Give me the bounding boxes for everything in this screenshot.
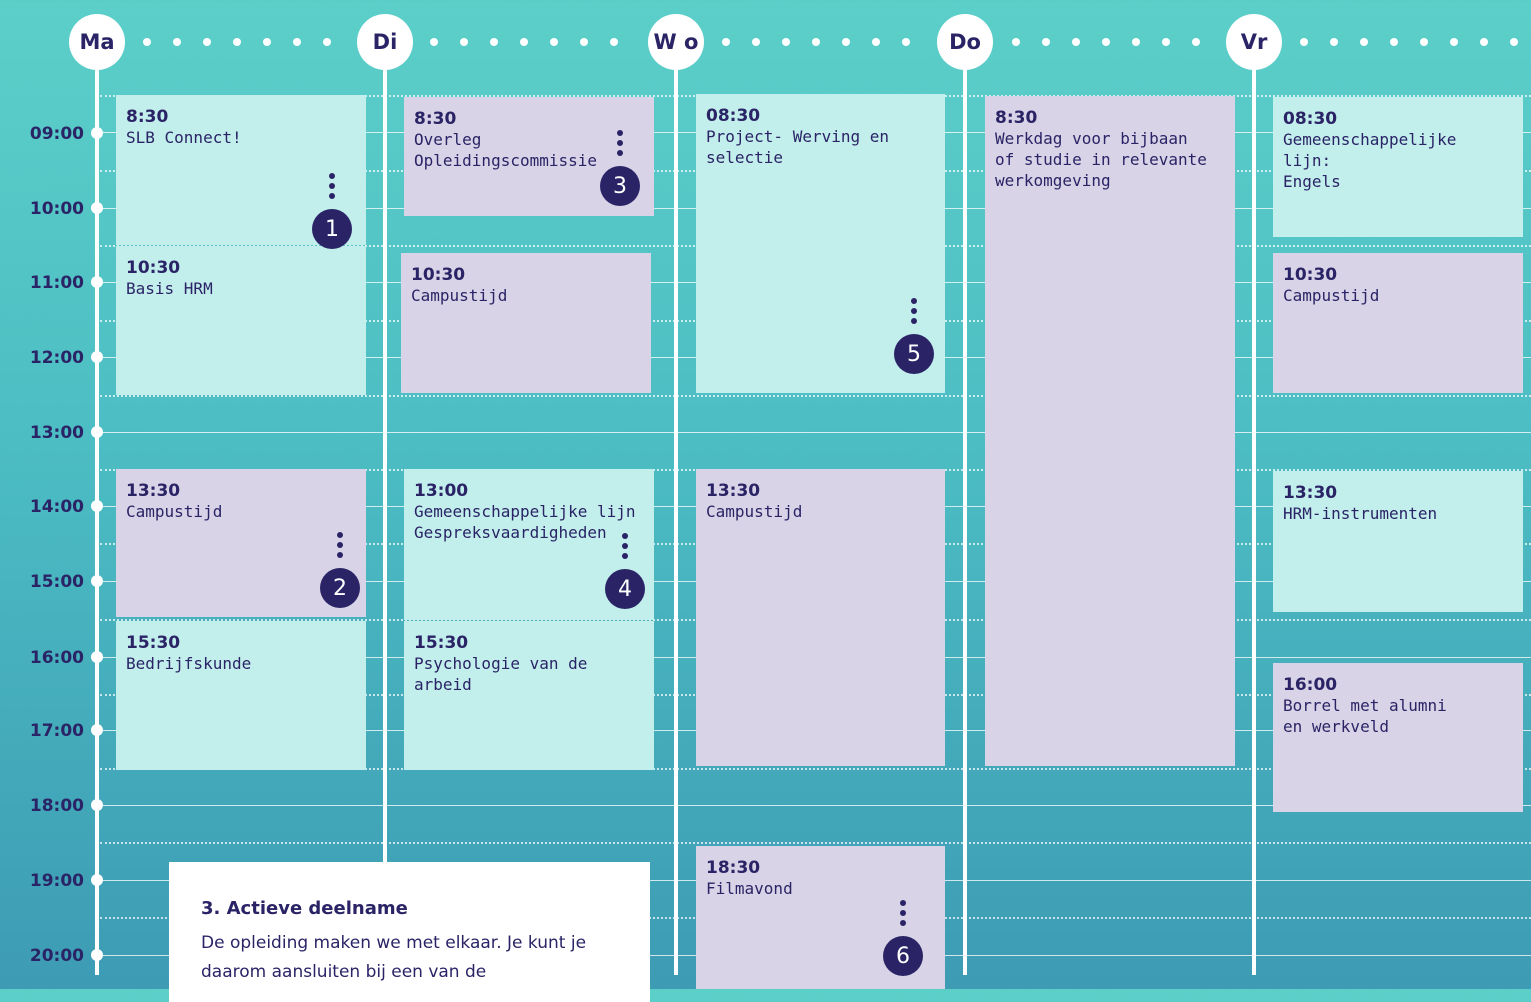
event-time: 18:30: [706, 858, 761, 878]
marker-dot: [622, 533, 628, 539]
day-header-di[interactable]: Di: [357, 14, 413, 70]
event-card[interactable]: [1273, 471, 1523, 612]
header-dot: [520, 38, 528, 46]
event-time: 10:30: [126, 258, 181, 278]
event-card[interactable]: [1273, 663, 1523, 812]
info-title: 3. Actieve deelname: [201, 898, 408, 919]
event-time: 15:30: [414, 633, 469, 653]
header-dot: [430, 38, 438, 46]
event-card[interactable]: [116, 246, 366, 395]
header-dot: [1012, 38, 1020, 46]
day-header-wo[interactable]: W o: [648, 14, 704, 70]
marker-dot: [622, 553, 628, 559]
marker-dot: [622, 543, 628, 549]
event-title: Werkdag voor bijbaan of studie in relevante werkomgeving: [995, 129, 1207, 190]
marker-6[interactable]: [883, 900, 923, 980]
event-time: 13:30: [706, 481, 761, 501]
event-title: Bedrijfskunde: [126, 654, 252, 673]
marker-dot: [337, 542, 343, 548]
event-time: 8:30: [126, 107, 169, 127]
event-title: SLB Connect!: [126, 128, 242, 147]
grid-line: [100, 432, 1531, 433]
event-time: 16:00: [1283, 675, 1338, 695]
header-dot: [143, 38, 151, 46]
event-title: Psychologie van de arbeid: [414, 654, 588, 694]
time-label: 18:00: [29, 796, 84, 816]
header-dot: [460, 38, 468, 46]
event-title: Filmavond: [706, 879, 793, 898]
time-dot: [91, 276, 103, 288]
event-title: Overleg Opleidingscommissie: [414, 130, 598, 170]
header-dot: [233, 38, 241, 46]
header-dot: [203, 38, 211, 46]
marker-dot: [900, 920, 906, 926]
day-line-vr: [1252, 70, 1256, 975]
marker-4[interactable]: [605, 533, 645, 613]
info-card: [169, 862, 650, 1002]
marker-dot: [329, 173, 335, 179]
day-header-do[interactable]: Do: [937, 14, 993, 70]
time-dot: [91, 426, 103, 438]
time-label: 15:00: [29, 572, 84, 592]
event-card[interactable]: [1273, 97, 1523, 237]
time-dot: [91, 799, 103, 811]
header-dot: [1420, 38, 1428, 46]
event-title: Gemeenschappelijke lijn: Engels: [1283, 130, 1457, 191]
marker-dot: [337, 532, 343, 538]
header-dot: [1360, 38, 1368, 46]
day-header-ma[interactable]: Ma: [69, 14, 125, 70]
marker-dot: [617, 150, 623, 156]
event-title: Campustijd: [706, 502, 803, 521]
header-dot: [902, 38, 910, 46]
time-label: 14:00: [29, 497, 84, 517]
marker-3[interactable]: [600, 130, 640, 210]
event-time: 8:30: [414, 109, 457, 129]
marker-dot: [337, 552, 343, 558]
header-dot: [1450, 38, 1458, 46]
header-dot: [1330, 38, 1338, 46]
header-dot: [1480, 38, 1488, 46]
header-dot: [580, 38, 588, 46]
event-card[interactable]: [985, 96, 1235, 766]
time-dot: [91, 575, 103, 587]
header-dot: [610, 38, 618, 46]
header-dot: [490, 38, 498, 46]
time-label: 13:00: [29, 423, 84, 443]
event-time: 08:30: [1283, 109, 1338, 129]
header-dot: [550, 38, 558, 46]
marker-number: 2: [320, 568, 360, 608]
event-card[interactable]: [1273, 253, 1523, 393]
time-label: 11:00: [29, 273, 84, 293]
header-dot: [173, 38, 181, 46]
event-title: Basis HRM: [126, 279, 213, 298]
time-dot: [91, 500, 103, 512]
header-dot: [1072, 38, 1080, 46]
time-label: 10:00: [29, 199, 84, 219]
marker-dot: [911, 308, 917, 314]
time-dot: [91, 874, 103, 886]
time-dot: [91, 351, 103, 363]
header-dot: [1132, 38, 1140, 46]
header-dot: [722, 38, 730, 46]
grid-line-half: [100, 395, 1531, 397]
header-dot: [1192, 38, 1200, 46]
marker-2[interactable]: [320, 532, 360, 612]
event-card[interactable]: [116, 621, 366, 770]
marker-dot: [911, 318, 917, 324]
time-dot: [91, 127, 103, 139]
time-label: 20:00: [29, 946, 84, 966]
time-dot: [91, 724, 103, 736]
header-dot: [293, 38, 301, 46]
info-body: De opleiding maken we met elkaar. Je kunt je daarom aansluiten bij een van de: [201, 933, 587, 982]
header-dot: [1102, 38, 1110, 46]
day-header-vr[interactable]: Vr: [1226, 14, 1282, 70]
header-dot: [872, 38, 880, 46]
event-title: HRM-instrumenten: [1283, 504, 1438, 523]
header-dot: [323, 38, 331, 46]
event-title: Campustijd: [126, 502, 223, 521]
time-dot: [91, 202, 103, 214]
event-card[interactable]: [401, 253, 651, 393]
event-time: 10:30: [1283, 265, 1338, 285]
marker-number: 6: [883, 936, 923, 976]
header-dot: [752, 38, 760, 46]
event-card[interactable]: [404, 621, 654, 770]
event-time: 8:30: [995, 108, 1038, 128]
time-label: 17:00: [29, 721, 84, 741]
event-time: 08:30: [706, 106, 761, 126]
event-title: Campustijd: [411, 286, 508, 305]
header-dot: [782, 38, 790, 46]
header-dot: [842, 38, 850, 46]
marker-dot: [911, 298, 917, 304]
event-title: Borrel met alumni en werkveld: [1283, 696, 1447, 736]
header-dot: [1390, 38, 1398, 46]
event-time: 13:00: [414, 481, 469, 501]
header-dot: [1300, 38, 1308, 46]
event-time: 13:30: [1283, 483, 1338, 503]
marker-dot: [617, 140, 623, 146]
event-title: Project- Werving en selectie: [706, 127, 890, 167]
time-label: 16:00: [29, 648, 84, 668]
event-title: Gemeenschappelijke lijn Gespreksvaardigheden: [414, 502, 636, 542]
header-dot: [263, 38, 271, 46]
event-time: 10:30: [411, 265, 466, 285]
marker-number: 4: [605, 569, 645, 609]
marker-1[interactable]: [312, 173, 352, 253]
marker-number: 5: [894, 334, 934, 374]
marker-5[interactable]: [894, 298, 934, 378]
event-time: 13:30: [126, 481, 181, 501]
event-time: 15:30: [126, 633, 181, 653]
header-dot: [1162, 38, 1170, 46]
marker-dot: [329, 183, 335, 189]
time-label: 09:00: [29, 124, 84, 144]
header-dot: [812, 38, 820, 46]
marker-dot: [617, 130, 623, 136]
marker-dot: [329, 193, 335, 199]
grid-line-half: [100, 842, 1531, 844]
marker-number: 1: [312, 209, 352, 249]
time-label: 12:00: [29, 348, 84, 368]
marker-dot: [900, 900, 906, 906]
time-dot: [91, 949, 103, 961]
event-title: Campustijd: [1283, 286, 1380, 305]
time-label: 19:00: [29, 871, 84, 891]
time-dot: [91, 651, 103, 663]
day-line-do: [963, 70, 967, 975]
header-dot: [1510, 38, 1518, 46]
header-dot: [1042, 38, 1050, 46]
day-line-wo: [674, 70, 678, 975]
marker-dot: [900, 910, 906, 916]
day-line-di: [383, 70, 387, 975]
marker-number: 3: [600, 166, 640, 206]
event-card[interactable]: [696, 469, 945, 766]
